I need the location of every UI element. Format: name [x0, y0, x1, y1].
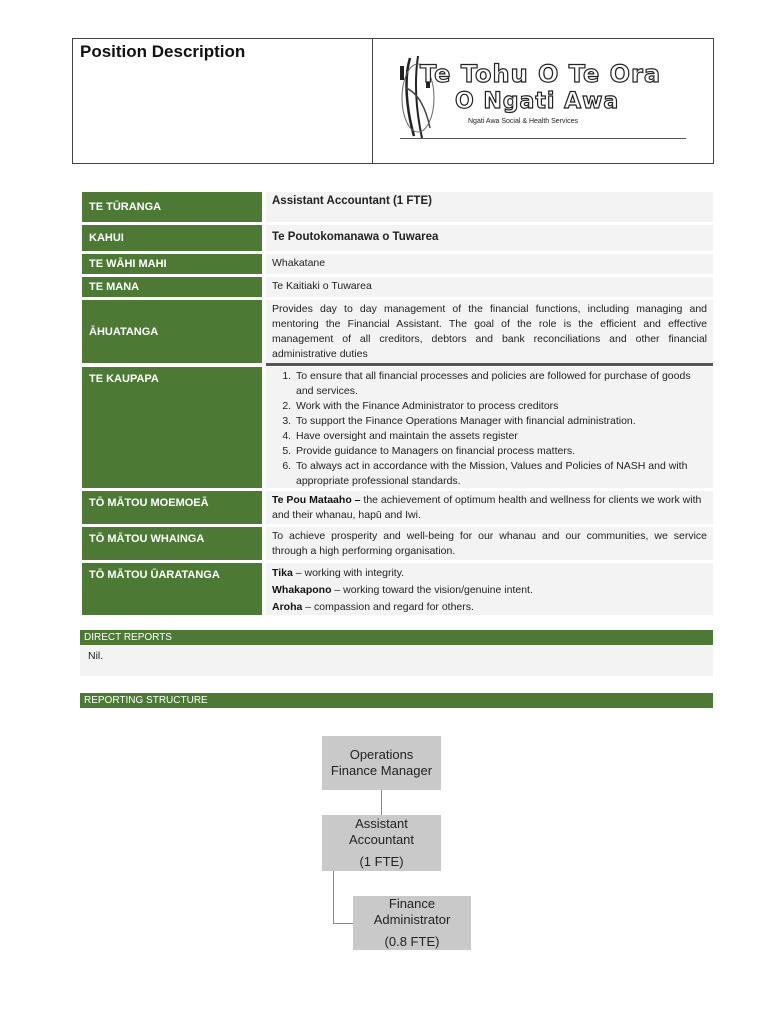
- list-item: 1. To ensure that all financial processes and policies are followed for purchase of goods and services.: [294, 369, 707, 399]
- value-uaratanga: [266, 563, 713, 615]
- logo-underline: [400, 138, 686, 139]
- list-item: 4. Have oversight and maintain the assets register: [294, 429, 707, 444]
- value-whainga: To achieve prosperity and well-being for our whanau and our communities, we service through a high performing organisation.: [266, 527, 713, 560]
- label-uaratanga: TŌ MĀTOU ŪARATANGA: [82, 563, 262, 615]
- header-divider: [372, 38, 373, 164]
- org-connector: [333, 923, 353, 924]
- value-item: Tika – working with integrity.: [272, 567, 405, 579]
- label-moemoea: TŌ MĀTOU MOEMOEĀ: [82, 491, 262, 524]
- logo-subtitle: Ngati Awa Social & Health Services: [468, 118, 578, 125]
- value-te-wahi-mahi: Whakatane: [266, 254, 713, 274]
- label-whainga: TŌ MĀTOU WHAINGA: [82, 527, 262, 560]
- label-te-wahi-mahi: TE WĀHI MAHI: [82, 254, 262, 274]
- moemoea-text: the achievement of optimum health and wellness for clients we work with and their whanau, hapū and Iwi.: [272, 494, 702, 521]
- org-box-finance-administrator: Finance Administrator (0.8 FTE): [353, 896, 471, 950]
- value-te-mana: Te Kaitiaki o Tuwarea: [266, 277, 713, 297]
- list-item: 6. To always act in accordance with the Mission, Values and Policies of NASH and with appropriate professional standards.: [294, 459, 707, 489]
- kaupapa-list: [272, 369, 707, 489]
- label-te-turanga: TE TŪRANGA: [82, 192, 262, 222]
- org-box-operations-finance-manager: Operations Finance Manager: [322, 736, 441, 790]
- section-rule: [266, 363, 713, 366]
- logo-text-line1: Te Tohu O Te Ora: [420, 60, 662, 88]
- page-title: Position Description: [80, 42, 246, 61]
- label-te-kaupapa: TE KAUPAPA: [82, 367, 262, 488]
- value-te-turanga: Assistant Accountant (1 FTE): [266, 192, 713, 222]
- label-ahuatanga: ĀHUATANGA: [82, 300, 262, 363]
- logo-text-line2: O Ngati Awa: [455, 89, 620, 114]
- label-kahui: KAHUI: [82, 225, 262, 251]
- value-moemoea: [266, 491, 713, 524]
- list-item: 5. Provide guidance to Managers on financial process matters.: [294, 444, 707, 459]
- direct-reports-value: Nil.: [80, 646, 713, 676]
- reporting-structure-heading: REPORTING STRUCTURE: [80, 693, 713, 708]
- list-item: 3. To support the Finance Operations Manager with financial administration.: [294, 414, 707, 429]
- value-item: Aroha – compassion and regard for others.: [272, 601, 474, 613]
- value-te-kaupapa: [266, 367, 713, 488]
- value-item: Whakapono – working toward the vision/genuine intent.: [272, 584, 533, 596]
- moemoea-title: Te Pou Mataaho –: [272, 494, 361, 506]
- list-item: 2. Work with the Finance Administrator to process creditors: [294, 399, 707, 414]
- direct-reports-heading: DIRECT REPORTS: [80, 630, 713, 645]
- org-connector: [333, 871, 334, 924]
- label-te-mana: TE MANA: [82, 277, 262, 297]
- value-ahuatanga: Provides day to day management of the financial functions, including managing and mentoring the Financial Assistant. The goal of the role is the efficient and effective management of all creditors, debtors and bank reconciliations and other financial administrative duties: [266, 300, 713, 363]
- org-connector: [381, 790, 382, 815]
- org-box-assistant-accountant: Assistant Accountant (1 FTE): [322, 815, 441, 871]
- value-kahui: Te Poutokomanawa o Tuwarea: [266, 225, 713, 251]
